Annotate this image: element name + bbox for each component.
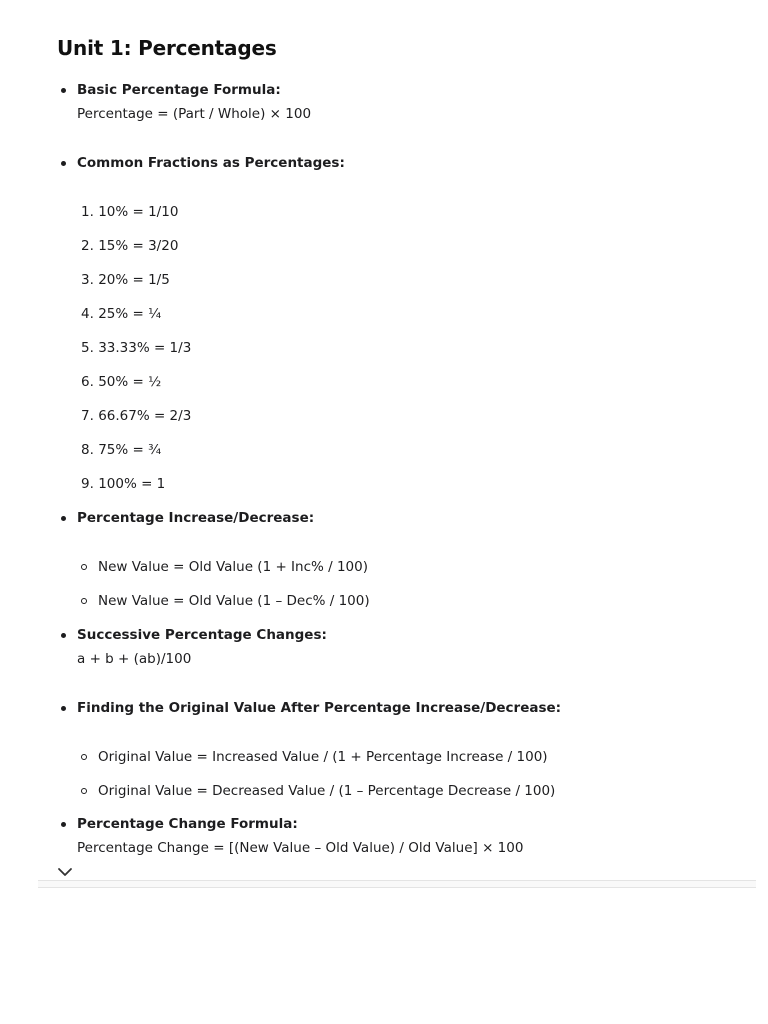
sub-list-text: New Value = Old Value (1 + Inc% / 100) <box>98 559 369 575</box>
list-text: 25% = ¼ <box>98 306 162 322</box>
list-item <box>81 372 161 392</box>
section-heading: Common Fractions as Percentages: <box>77 155 345 171</box>
page-title: Unit 1: Percentages <box>57 36 277 60</box>
section-basic-formula <box>77 78 311 126</box>
list-item <box>81 236 178 256</box>
section-original-value <box>77 696 561 720</box>
list-number: 2. <box>81 238 94 254</box>
section-change-formula <box>77 812 523 860</box>
list-item <box>81 338 191 358</box>
section-heading: Percentage Change Formula: <box>77 816 298 832</box>
list-number: 8. <box>81 442 94 458</box>
section-common-fractions <box>77 151 345 175</box>
sub-list-item <box>98 747 548 767</box>
list-number: 1. <box>81 204 94 220</box>
list-number: 5. <box>81 340 94 356</box>
section-body: Percentage = (Part / Whole) × 100 <box>77 106 312 122</box>
section-heading: Basic Percentage Formula: <box>77 82 281 98</box>
section-increase-decrease <box>77 506 314 530</box>
list-item <box>81 304 161 324</box>
sub-list-text: Original Value = Increased Value / (1 + Percentage Increase / 100) <box>98 749 548 765</box>
list-text: 10% = 1/10 <box>98 204 179 220</box>
list-item <box>81 270 170 290</box>
sub-list-text: New Value = Old Value (1 – Dec% / 100) <box>98 593 370 609</box>
list-number: 3. <box>81 272 94 288</box>
list-text: 66.67% = 2/3 <box>98 408 192 424</box>
list-number: 7. <box>81 408 94 424</box>
list-text: 33.33% = 1/3 <box>98 340 192 356</box>
list-text: 50% = ½ <box>98 374 162 390</box>
list-text: 15% = 3/20 <box>98 238 179 254</box>
list-text: 100% = 1 <box>98 476 166 492</box>
list-number: 4. <box>81 306 94 322</box>
list-item <box>81 440 161 460</box>
list-text: 20% = 1/5 <box>98 272 170 288</box>
sub-list-text: Original Value = Decreased Value / (1 – Percentage Decrease / 100) <box>98 783 556 799</box>
page-divider <box>38 880 756 888</box>
section-heading: Finding the Original Value After Percentage Increase/Decrease: <box>77 700 562 716</box>
section-heading: Percentage Increase/Decrease: <box>77 510 315 526</box>
sub-list-item <box>98 591 370 611</box>
list-item <box>81 406 191 426</box>
section-successive-changes <box>77 623 327 671</box>
section-heading: Successive Percentage Changes: <box>77 627 327 643</box>
sub-list-item <box>98 557 368 577</box>
section-body: a + b + (ab)/100 <box>77 651 192 667</box>
list-text: 75% = ¾ <box>98 442 162 458</box>
section-body: Percentage Change = [(New Value – Old Value) / Old Value] × 100 <box>77 840 524 856</box>
chevron-down-icon[interactable] <box>57 864 73 880</box>
list-number: 9. <box>81 476 94 492</box>
list-item <box>81 474 165 494</box>
list-number: 6. <box>81 374 94 390</box>
sub-list-item <box>98 781 555 801</box>
list-item <box>81 202 178 222</box>
